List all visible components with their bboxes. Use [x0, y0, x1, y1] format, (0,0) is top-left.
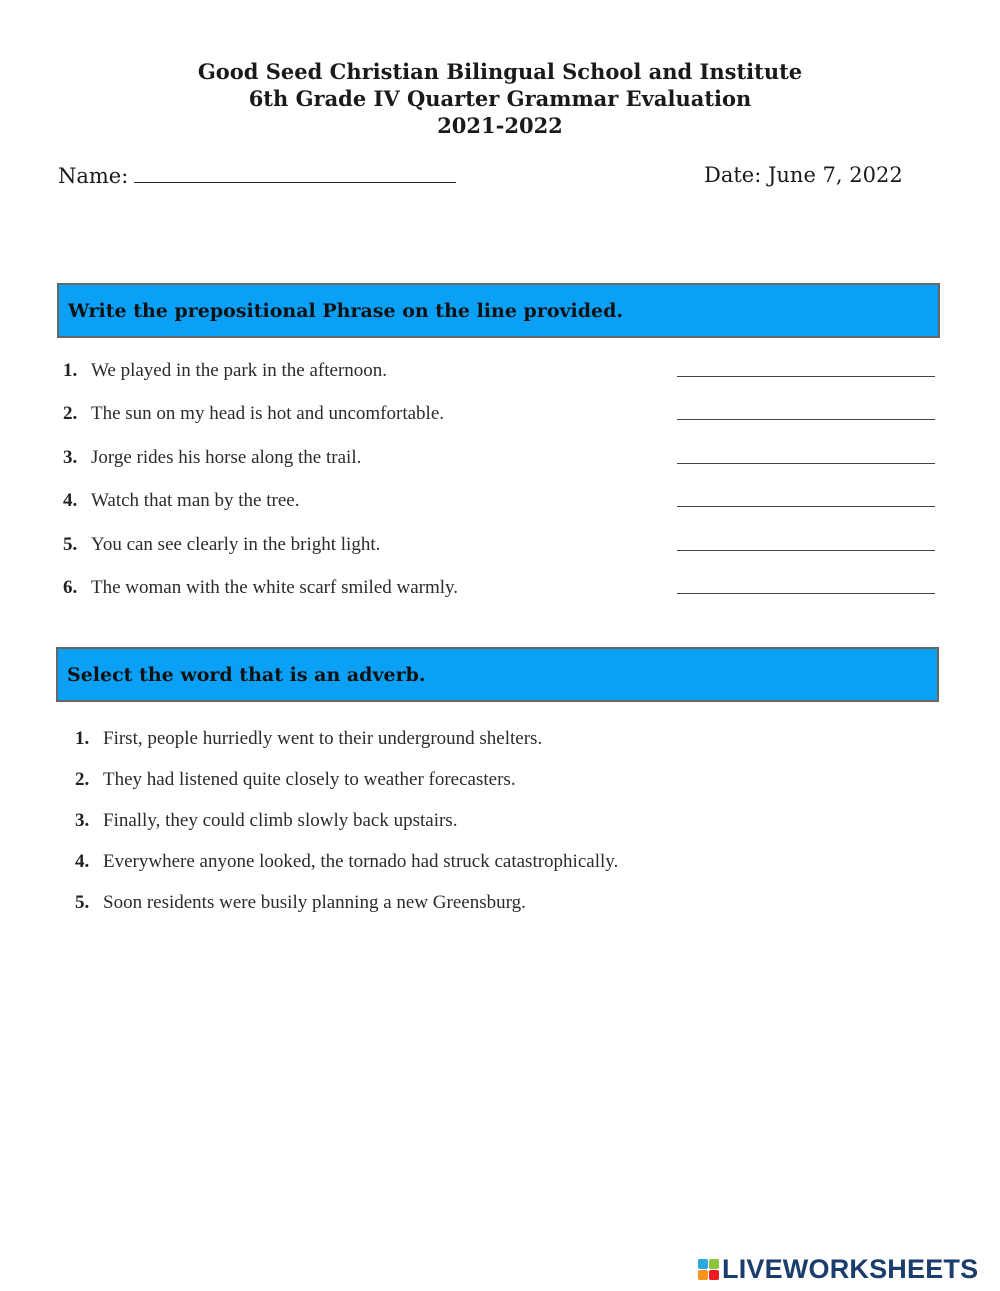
question-number: 4.: [75, 851, 90, 872]
answer-line[interactable]: [677, 550, 935, 551]
question-text: The woman with the white scarf smiled warmly.: [91, 577, 459, 598]
question-text: Watch that man by the tree.: [91, 490, 300, 511]
question-text[interactable]: First, people hurriedly went to their underground shelters.: [103, 728, 543, 749]
logo-text: LIVEWORKSHEETS: [722, 1253, 979, 1284]
question-text[interactable]: They had listened quite closely to weather forecasters.: [103, 769, 516, 790]
question-text[interactable]: Finally, they could climb slowly back upstairs.: [103, 810, 458, 831]
question-row: [63, 575, 458, 601]
question-number: 5.: [63, 534, 78, 555]
answer-line[interactable]: [677, 376, 935, 377]
section1-banner: [57, 283, 940, 338]
question-text: You can see clearly in the bright light.: [91, 534, 381, 555]
school-name: Good Seed Christian Bilingual School and Institute: [197, 59, 803, 84]
question-row: [63, 532, 380, 558]
section2-banner: [56, 647, 939, 702]
name-label: Name:: [58, 164, 129, 188]
question-text[interactable]: Everywhere anyone looked, the tornado had struck catastrophically.: [103, 851, 619, 872]
section2-title: Select the word that is an adverb.: [67, 663, 426, 686]
question-number: 1.: [63, 360, 78, 381]
question-row: [75, 849, 618, 875]
section1-title: Write the prepositional Phrase on the line provided.: [68, 299, 624, 322]
answer-line[interactable]: [677, 506, 935, 507]
name-field[interactable]: [134, 160, 456, 183]
date-text: Date: June 7, 2022: [704, 163, 903, 187]
question-row: [75, 890, 526, 916]
question-number: 2.: [75, 769, 90, 790]
question-row: [63, 445, 361, 471]
question-text: The sun on my head is hot and uncomfortable.: [91, 403, 445, 424]
question-text[interactable]: Soon residents were busily planning a new Greensburg.: [103, 892, 526, 913]
question-text: Jorge rides his horse along the trail.: [91, 447, 362, 468]
answer-line[interactable]: [677, 463, 935, 464]
question-number: 1.: [75, 728, 90, 749]
question-number: 3.: [63, 447, 78, 468]
question-row: [63, 488, 299, 514]
school-year: 2021-2022: [437, 113, 563, 138]
evaluation-title: 6th Grade IV Quarter Grammar Evaluation: [248, 86, 752, 111]
question-number: 6.: [63, 577, 78, 598]
answer-line[interactable]: [677, 419, 935, 420]
question-number: 4.: [63, 490, 78, 511]
question-text: We played in the park in the afternoon.: [91, 360, 388, 381]
question-row: [75, 767, 516, 793]
answer-line[interactable]: [677, 593, 935, 594]
question-row: [63, 401, 444, 427]
question-number: 3.: [75, 810, 90, 831]
logo-blocks-icon: [698, 1259, 719, 1280]
question-row: [63, 358, 387, 384]
question-row: [75, 808, 457, 834]
liveworksheets-logo: [698, 1254, 978, 1284]
question-row: [75, 726, 542, 752]
document-header: [0, 58, 1000, 139]
question-number: 5.: [75, 892, 90, 913]
question-number: 2.: [63, 403, 78, 424]
name-row: [58, 160, 456, 191]
